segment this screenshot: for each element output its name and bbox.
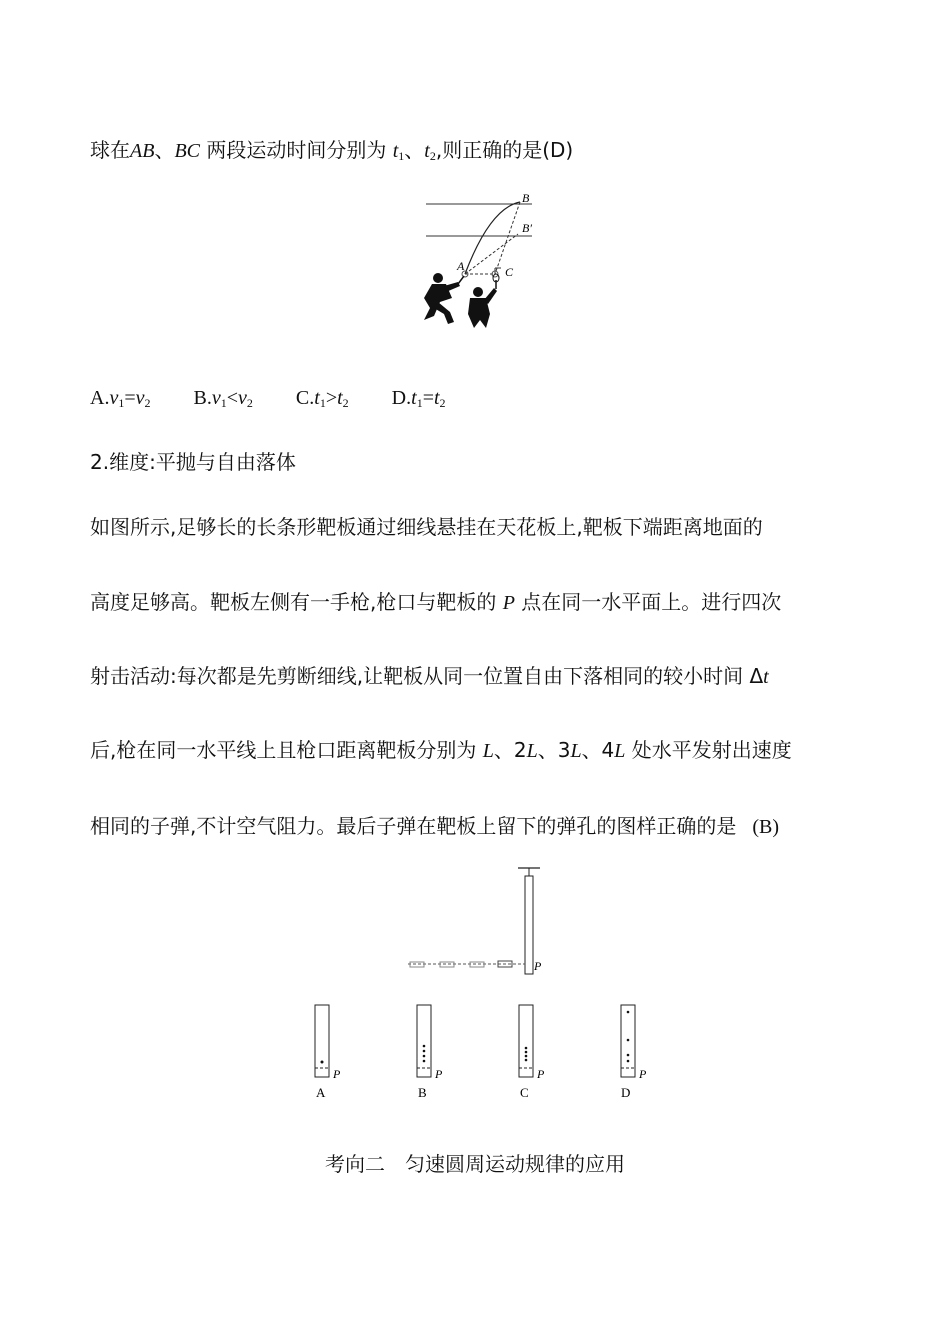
point-a-label: A <box>457 259 465 273</box>
label-ab: AB <box>130 140 155 162</box>
q2-line-3: 射击活动:每次都是先剪断细线,让靶板从同一位置自由下落相同的较小时间 Δt <box>90 664 769 688</box>
svg-text:P: P <box>435 1067 443 1081</box>
text: 、 <box>154 138 175 162</box>
svg-text:P: P <box>537 1067 545 1081</box>
svg-text:B: B <box>418 1085 427 1100</box>
label-bc: BC <box>174 140 200 162</box>
player-left-silhouette <box>424 273 464 324</box>
choice-d-panel[interactable] <box>621 1005 647 1100</box>
q2-line-1: 如图所示,足够长的长条形靶板通过细线悬挂在天花板上,靶板下端距离地面的 <box>90 515 763 539</box>
section-title: 2.维度:平抛与自由落体 <box>90 450 296 474</box>
option-c[interactable]: $C.t_1>t_2$ <box>295 387 349 410</box>
svg-text:C: C <box>520 1085 529 1100</box>
var-t: t <box>392 140 399 162</box>
text: 两段运动时间分别为 <box>200 138 393 162</box>
text: 、 <box>404 138 425 162</box>
svg-text:A: A <box>316 1085 326 1100</box>
q2-line-5: 相同的子弹,不计空气阻力。最后子弹在靶板上留下的弹孔的图样正确的是 (B) <box>90 814 780 838</box>
option-a[interactable]: $A.v_1=v_2$ <box>90 387 151 410</box>
p-label: P <box>534 959 542 973</box>
choice-figures <box>305 1000 655 1105</box>
point-c-label: C <box>505 265 514 279</box>
option-b[interactable]: $B.v_1<v_2$ <box>193 387 253 410</box>
choice-b-panel[interactable] <box>417 1005 443 1100</box>
section-heading: 考向二 匀速圆周运动规律的应用 <box>325 1152 625 1176</box>
player-right-silhouette <box>468 274 499 328</box>
choice-c-panel[interactable] <box>519 1005 545 1100</box>
text: ,则正确的是(D) <box>435 138 574 162</box>
svg-text:D: D <box>621 1085 631 1100</box>
target-figure <box>400 862 560 982</box>
option-d[interactable]: $D.t_1=t_2$ <box>391 387 446 410</box>
point-bp-label: B′ <box>522 221 532 235</box>
text: 球在 <box>90 138 130 162</box>
q2-line-4: 后,枪在同一水平线上且枪口距离靶板分别为 L、2L、3L、4L 处水平发射出速度 <box>90 738 792 762</box>
q2-line-2: 高度足够高。靶板左侧有一手枪,枪口与靶板的 P 点在同一水平面上。进行四次 <box>90 590 782 614</box>
point-b-label: B <box>522 191 530 205</box>
subscript: 2 <box>429 149 436 163</box>
q1-stem <box>90 138 573 168</box>
q1-options <box>90 386 484 415</box>
target-board <box>525 876 533 974</box>
svg-text:P: P <box>639 1067 647 1081</box>
badminton-figure <box>410 188 550 343</box>
choice-a-panel[interactable] <box>315 1005 341 1100</box>
svg-text:P: P <box>333 1067 341 1081</box>
answer: (B) <box>752 816 780 838</box>
subscript: 1 <box>398 149 405 163</box>
var-t: t <box>424 140 430 162</box>
